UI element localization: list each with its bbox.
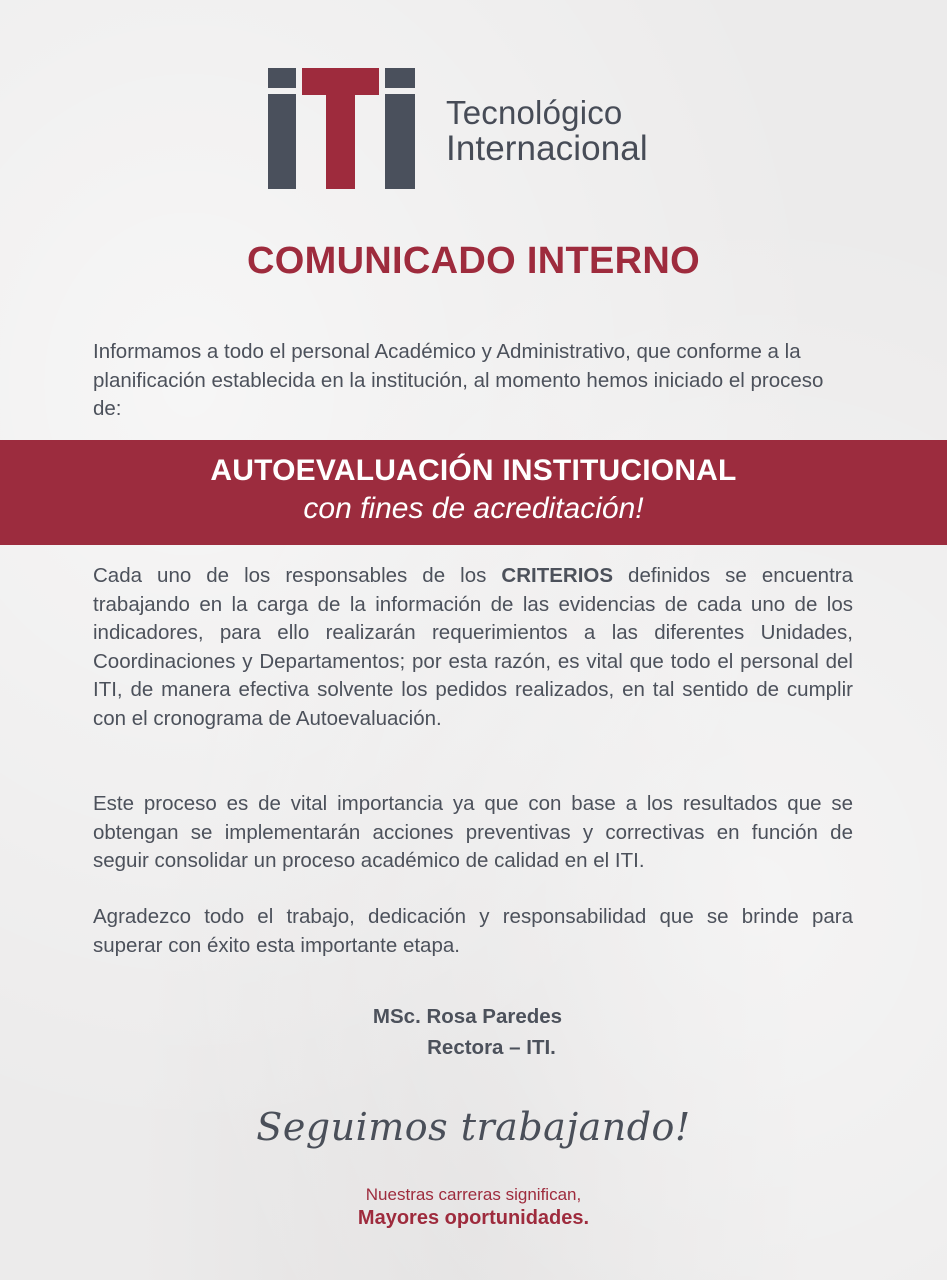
intro-paragraph: Informamos a todo el personal Académico y Administrativo, que conforme a la planificación establecida en la institución, al momento hemos iniciado el proceso de: (93, 340, 824, 421)
highlight-banner (0, 440, 947, 545)
body-paragraph-3: Agradezco todo el trabajo, dedicación y responsabilidad que se brinde para superar con éxito esta importante etapa. (93, 905, 853, 957)
logo-text-internacional: Internacional (446, 129, 648, 168)
signature-role: Rectora – ITI. (427, 1036, 556, 1059)
slogan: Seguimos trabajando! (256, 1105, 691, 1149)
paragraph-1-bold: CRITERIOS (501, 564, 614, 587)
paragraph-1-start: Cada uno de los responsables de los (93, 564, 502, 587)
iti-logo (268, 68, 688, 193)
footer-line-1: Nuestras carreras significan, (365, 1185, 582, 1204)
banner-heading: AUTOEVALUACIÓN INSTITUCIONAL (210, 454, 737, 487)
iti-letters-icon (268, 68, 418, 193)
signature-name: MSc. Rosa Paredes (372, 1005, 563, 1028)
logo-text-tecnologico: Tecnológico (446, 94, 623, 131)
body-paragraph-1 (93, 562, 853, 734)
page-title: COMUNICADO INTERNO (247, 240, 700, 282)
body-paragraph-2: Este proceso es de vital importancia ya que con base a los resultados que se obtengan se implementarán acciones preventivas y correctivas en función de seguir consolidar un proceso académico de calidad en el ITI. (93, 792, 853, 873)
paragraph-1-end: definidos se encuentra trabajando en la carga de la información de las evidencias de cada uno de los indicadores, para ello realizarán requerimientos a las diferentes Unidades, Coordinaciones y Departamentos; por esta razón, es vital que todo el personal del ITI, de manera efectiva solvente los pedidos realizados, en tal sentido de cumplir con el cronograma de Autoevaluación. (93, 564, 853, 730)
footer-line-2: Mayores oportunidades. (357, 1207, 590, 1229)
banner-subheading: con fines de acreditación! (303, 492, 644, 525)
